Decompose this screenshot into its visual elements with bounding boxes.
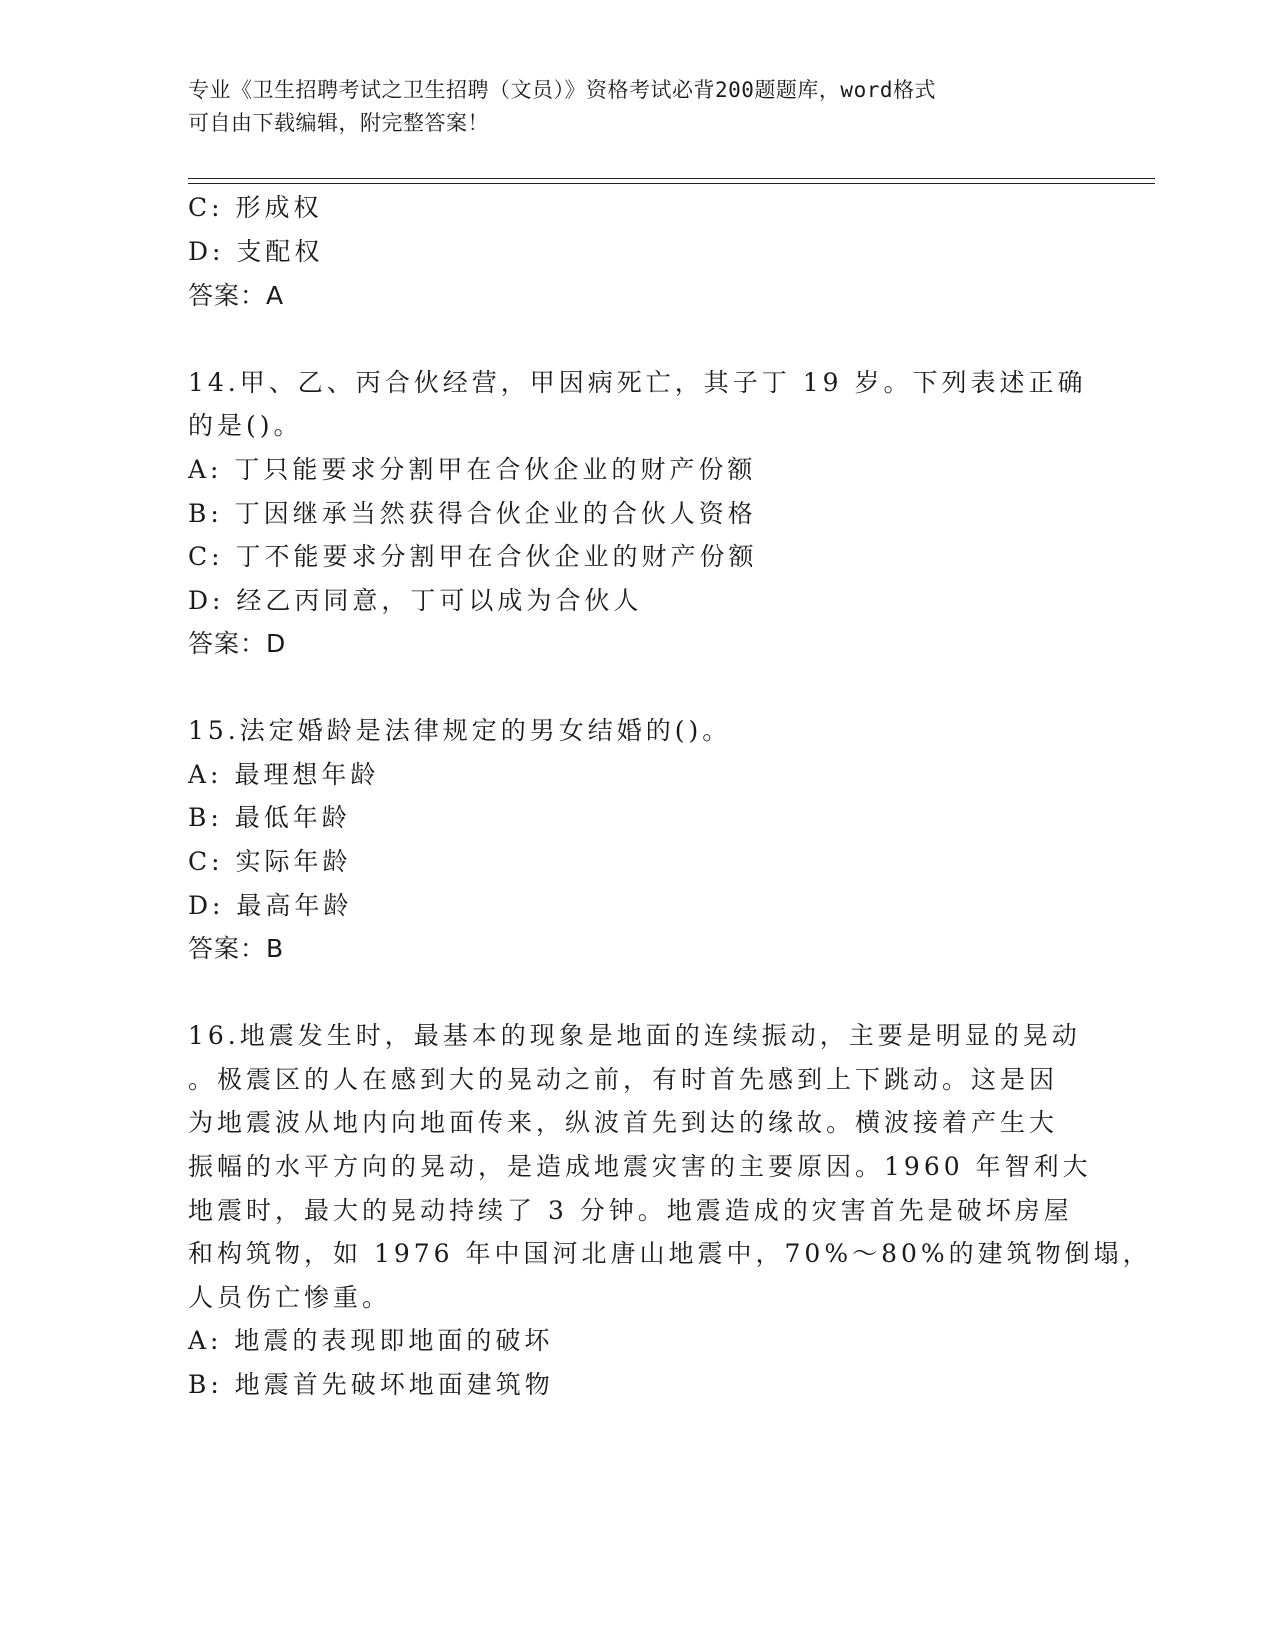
q15-option-c: C: 实际年龄 [188,847,352,876]
q14-stem-line-2: 的是()。 [188,411,303,440]
q16-stem-line-2: 。极震区的人在感到大的晃动之前，有时首先感到上下跳动。这是因 [188,1065,1059,1094]
q14-option-d: D: 经乙丙同意，丁可以成为合伙人 [188,586,643,615]
q14-stem-line-1: 14.甲、乙、丙合伙经营，甲因病死亡，其子丁 19 岁。下列表述正确 [188,368,1087,397]
q15-option-d: D: 最高年龄 [188,891,353,920]
q16-option-b: B: 地震首先破坏地面建筑物 [188,1370,554,1399]
prev-answer: 答案：A [188,281,285,310]
q16-stem-line-1: 16.地震发生时，最基本的现象是地面的连续振动，主要是明显的晃动 [188,1021,1081,1050]
q16-stem-line-5: 地震时，最大的晃动持续了 3 分钟。地震造成的灾害首先是破坏房屋 [188,1196,1073,1225]
prev-option-c: C: 形成权 [188,193,323,222]
q15-stem: 15.法定婚龄是法律规定的男女结婚的()。 [188,716,732,745]
q15-answer: 答案：B [188,934,285,963]
header-line-1: 专业《卫生招聘考试之卫生招聘（文员）》资格考试必背200题题库，word格式 [188,78,936,102]
prev-option-d: D: 支配权 [188,237,324,266]
q14-option-c: C: 丁不能要求分割甲在合伙企业的财产份额 [188,542,758,571]
q14-option-b: B: 丁因继承当然获得合伙企业的合伙人资格 [188,499,757,528]
q14-option-a: A: 丁只能要求分割甲在合伙企业的财产份额 [188,455,757,484]
document-header [188,74,1088,140]
q16-stem-line-7: 人员伤亡惨重。 [188,1283,392,1312]
q16-option-a: A: 地震的表现即地面的破坏 [188,1326,554,1355]
q15-option-a: A: 最理想年龄 [188,760,380,789]
header-divider-top [188,178,1155,179]
q15-option-b: B: 最低年龄 [188,803,351,832]
q16-stem-line-6: 和构筑物，如 1976 年中国河北唐山地震中，70%～80%的建筑物倒塌， [188,1239,1152,1268]
q14-answer: 答案：D [188,629,287,658]
header-line-2: 可自由下载编辑，附完整答案！ [188,111,489,135]
header-divider-bottom [188,183,1155,184]
q16-stem-line-3: 为地震波从地内向地面传来，纵波首先到达的缘故。横波接着产生大 [188,1108,1059,1137]
q16-stem-line-4: 振幅的水平方向的晃动，是造成地震灾害的主要原因。1960 年智利大 [188,1152,1092,1181]
